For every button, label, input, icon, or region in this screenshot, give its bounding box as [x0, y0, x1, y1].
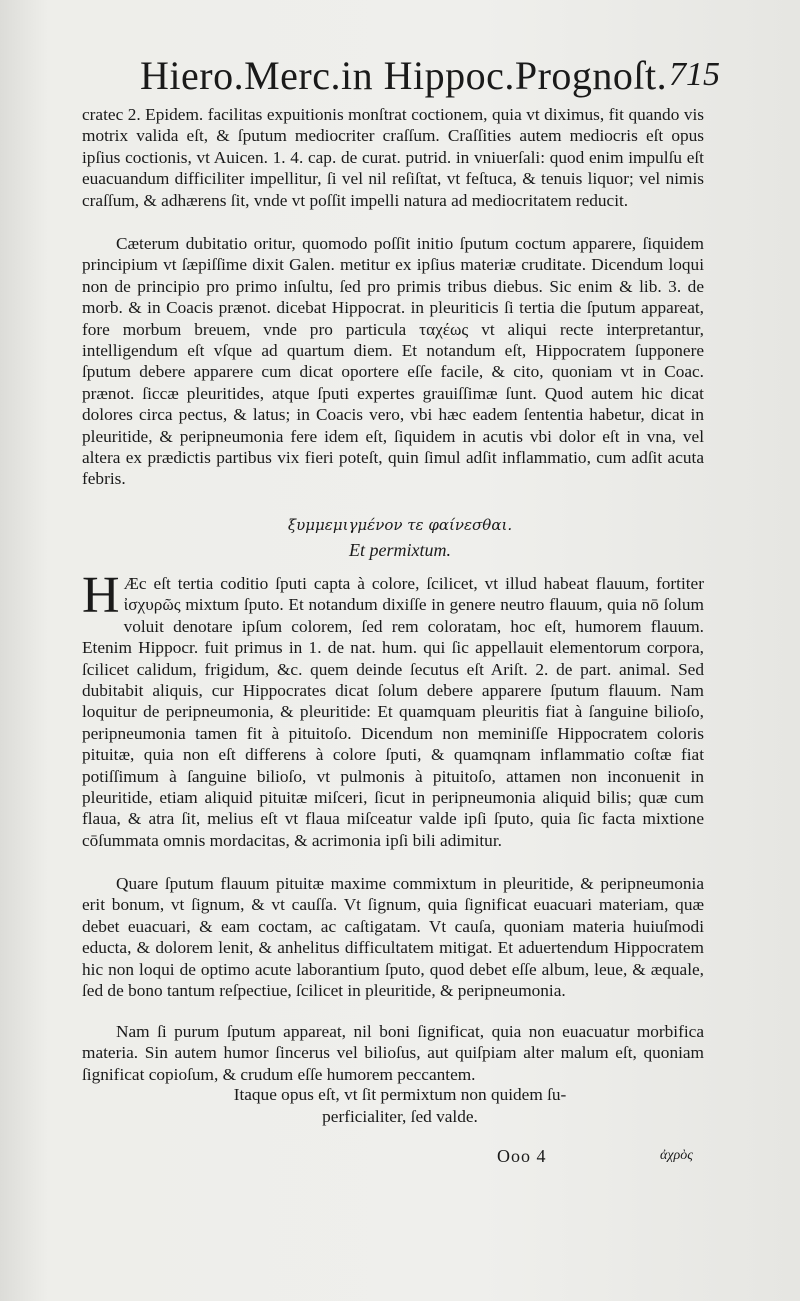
- paragraph-4-text: Quare ſputum flauum pituitæ maxime commixtum in pleuritide, & peripneumonia erit bonum, vt ſignum, & vt cauſſa. Vt ſignum, quia ſignificat euacuari materiam, quæ debet euacuari, & eam coctam, ac caſtigatam. Vt cauſa, quoniam materia huiuſmodi educta, & dolorem lenit, & anhelitus difficultatem mitigat. Et aduertendum Hippocratem hic non loqui de optimo acute laborantium ſputo, quod debet eſſe album, leue, & æquale, ſed de bono tantum reſpectiue, ſcilicet in pleuritide, & peripneumonia.: [82, 874, 704, 1001]
- paragraph-5: [82, 1021, 704, 1085]
- catchword: ἀχρὸς: [660, 1148, 693, 1163]
- running-head: Hiero.Merc.in Hippoc.Prognoſt.: [140, 53, 668, 98]
- closing-line-1: Itaque opus eſt, vt ſit permixtum non quidem ſu-: [233, 1085, 567, 1104]
- page-number: 715: [669, 56, 720, 93]
- paragraph-2: [82, 233, 704, 490]
- paragraph-4: [82, 873, 704, 1001]
- signature-mark: Ooo 4: [497, 1146, 547, 1166]
- closing-line-2: perficialiter, ſed valde.: [322, 1107, 478, 1126]
- paragraph-3-text: Æc eſt tertia coditio ſputi capta à colore, ſcilicet, vt illud habeat flauum, fortiter ἰσχυρῶς mixtum ſputo. Et notandum dixiſſe in genere neutro flauum, quia nō ſolum voluit denotare ipſum colorem, ſed rem coloratam, hoc eſt, humorem flauum. Etenim Hippocr. fuit primus in 1. de nat. hum. qui ſic appellauit elementorum corpora, ſcilicet calidum, frigidum, &c. quem deinde ſecutus eſt Ariſt. 2. de part. animal. Sed dubitabit aliquis, cur Hippocrates dicat ſolum debere apparere ſputum flauum. Nam loquitur de peripneumonia, & pleuritide: Et quamquam pleuritis fiat à ſanguine bilioſo, peripneumonia tamen fit à pituitoſo. Dicendum non meminiſſe Hippocratem coloris pituitæ, quia non eſt differens à colore ſputi, & quamqnam inflammatio coſtæ fiat potiſſimum à ſanguine bilioſo, vt pulmonis à pituitoſo, attamen non inconuenit in pleuritide, etiam aliquid pituitæ miſceri, ſicut in peripneumonia aliquid bilis; quæ cum flaua, & atra ſit, melius eſt vt flaua miſceatur valde ipſi ſputo, quia ſic facta mixtione cōſummata omnis mordacitas, & acrimonia ipſi bili adimitur.: [82, 574, 704, 850]
- paragraph-5-text: Nam ſi purum ſputum appareat, nil boni ſignificat, quia non euacuatur morbifica materia. Sin autem humor ſincerus vel bilioſus, aut quiſpiam alter malum eſt, quoniam ſignificat copioſum, & crudum eſſe humorem peccantem.: [82, 1022, 704, 1084]
- page-header: [140, 52, 720, 102]
- paragraph-3: [82, 567, 704, 851]
- paragraph-1-text: cratec 2. Epidem. facilitas expuitionis monſtrat coctionem, quia vt diximus, fit quando vis motrix valida eſt, & ſputum mediocriter craſſum. Craſſities autem mediocris eſt opus ipſius coctionis, vt Auicen. 1. 4. cap. de curat. putrid. in vniuerſali: quod enim impulſu eſt euacuandum difficiliter impellitur, ſi vel nil reſiſtat, vt feſtuca, & tenuis liquor; vel nimis craſſum, & adhærens ſit, vnde vt poſſit impelli natura ad mediocritatem reducit.: [82, 105, 704, 210]
- greek-lemma: ξυμμεμιγμένον τε φαίνεσθαι.: [287, 516, 513, 534]
- drop-cap-initial: H: [82, 567, 120, 624]
- paragraph-1: [82, 104, 704, 211]
- closing-lines: [0, 1084, 800, 1128]
- paragraph-2-text: Cæterum dubitatio oritur, quomodo poſſit initio ſputum coctum apparere, ſiquidem principium vt ſæpiſſime dixit Galen. metitur ex ipſius materiæ cruditate. Dicendum loqui non de principio pro primo inſultu, ſed pro primis tribus diebus. Sic enim & lib. 3. de morb. & in Coacis prænot. dicebat Hippocrat. in pleuriticis ſi tertia die ſputum appareat, fore morbum breuem, vnde pro particula ταχέως vt aliqui recte interpretantur, intelligendum eſt vſque ad quartum diem. Et notandum eſt, Hippocratem ſupponere ſputum debere apparere cum dicat oportere eſſe facile, & cito, quoniam vt in Coac. prænot. ſiccæ pleuritides, atque ſputi expertes grauiſſimæ ſunt. Quod autem hic dicat dolores circa pectus, & latus; in Coacis vero, vbi hæc eadem ſententia habetur, dicat in pleuritide, & peripneumonia fere idem eſt, ſiquidem in acutis vbi dolor eſt in vna, vel altera ex prædictis partibus vix fieri poteſt, quin ſimul adſit inflammatio, cum adſit acuta febris.: [82, 234, 704, 489]
- latin-lemma: Et permixtum.: [349, 540, 451, 560]
